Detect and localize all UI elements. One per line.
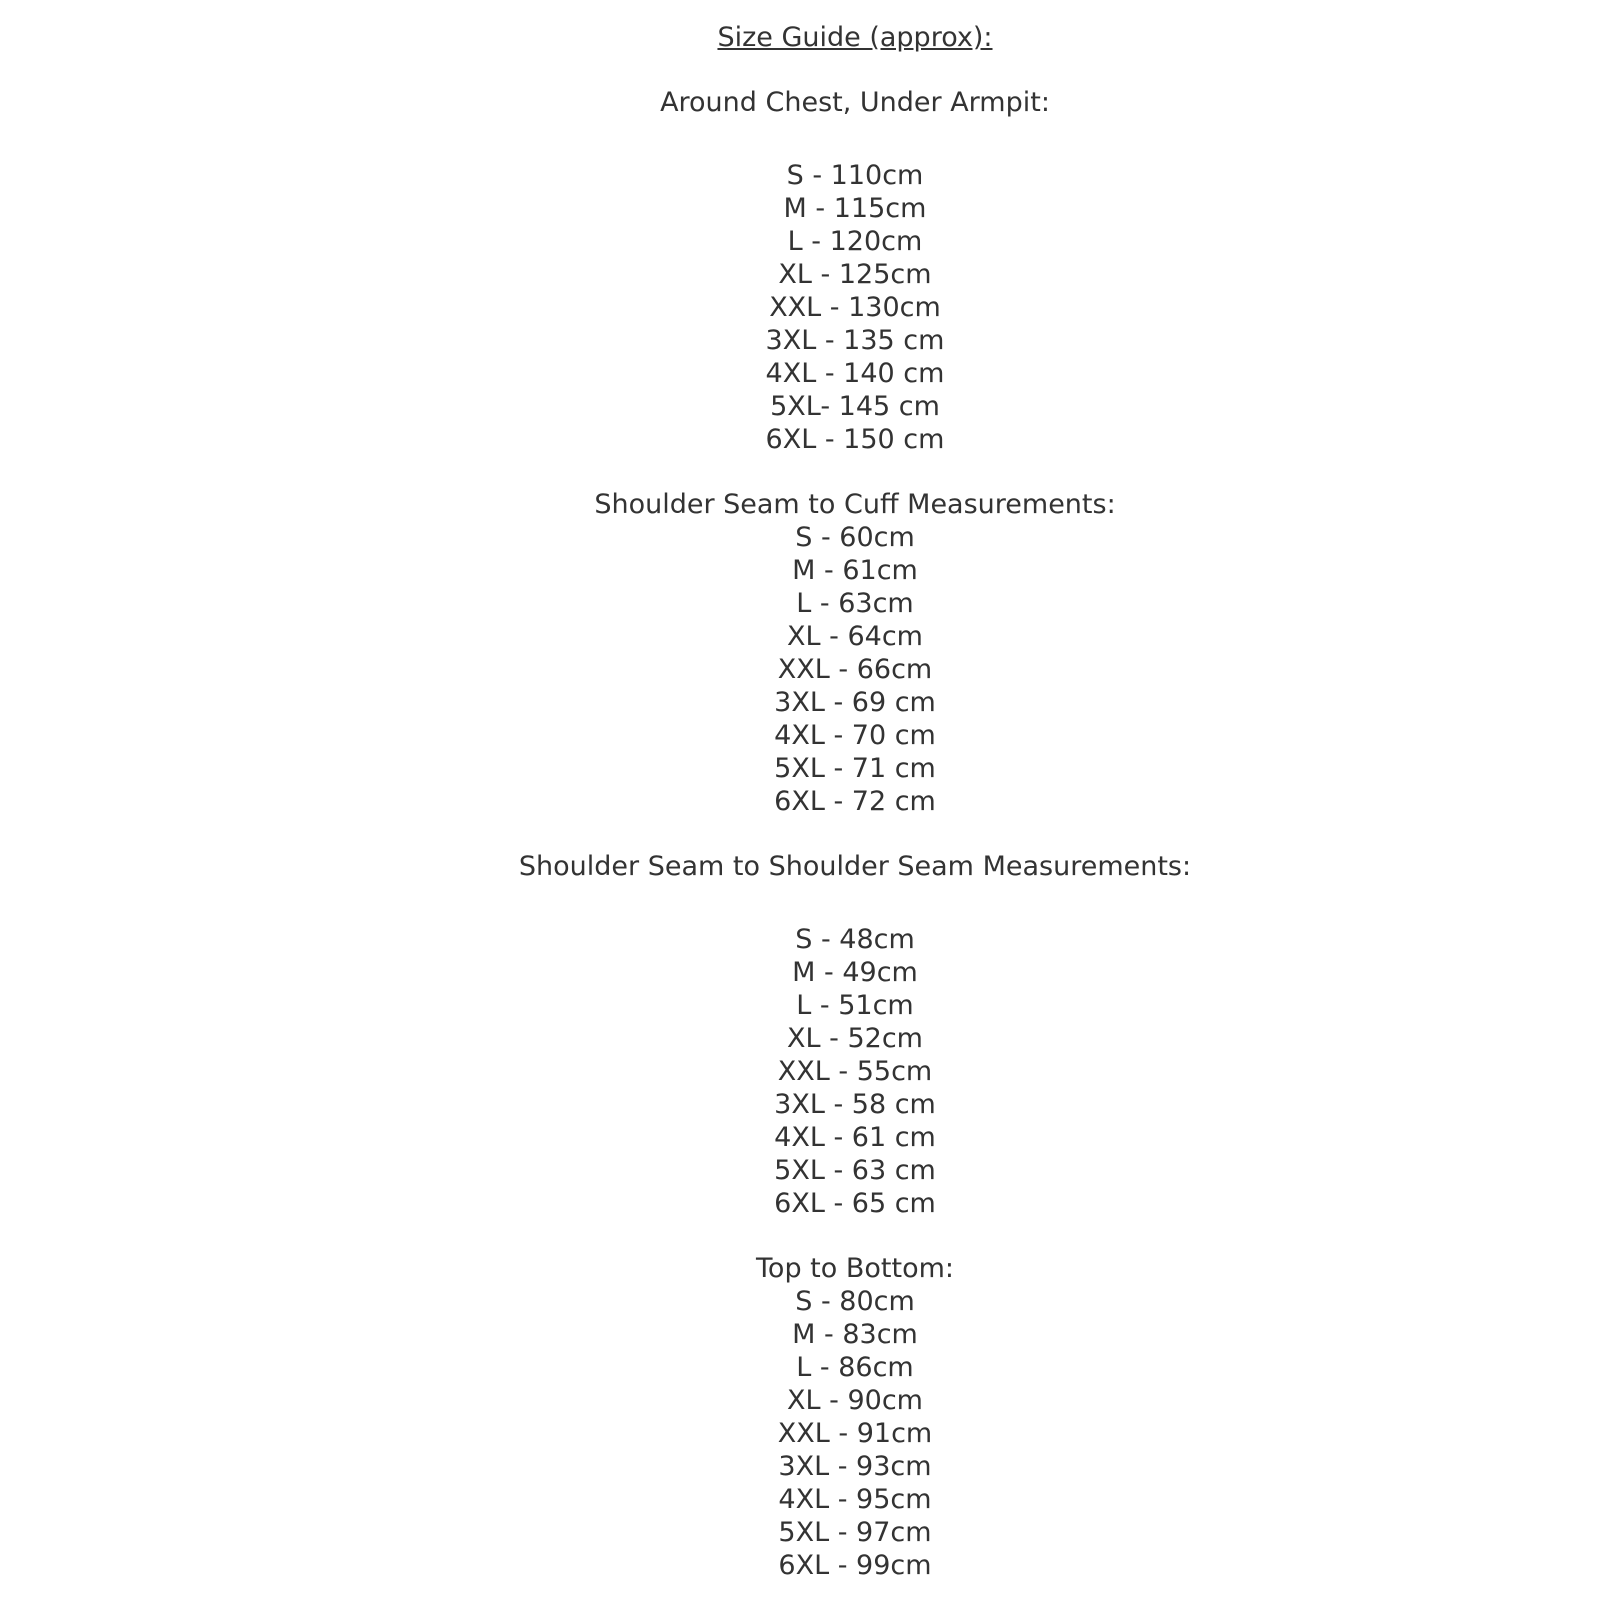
- size-section: [110, 86, 1600, 456]
- measurement-line: L - 51cm: [796, 990, 914, 1021]
- measurement-line: S - 60cm: [795, 522, 915, 553]
- section-heading: Top to Bottom:: [756, 1253, 954, 1284]
- page-title: Size Guide (approx):: [717, 22, 993, 53]
- size-section: [110, 488, 1600, 818]
- measurement-line: XXL - 91cm: [777, 1418, 933, 1449]
- measurement-line: S - 80cm: [795, 1286, 915, 1317]
- section-heading: Shoulder Seam to Cuff Measurements:: [594, 489, 1116, 520]
- measurement-line: M - 83cm: [792, 1319, 918, 1350]
- measurement-line: M - 61cm: [792, 555, 918, 586]
- measurement-line: M - 115cm: [783, 193, 927, 224]
- measurement-line: 4XL - 70 cm: [774, 720, 936, 751]
- measurement-line: 4XL - 95cm: [778, 1484, 932, 1515]
- measurement-line: XXL - 66cm: [777, 654, 933, 685]
- measurement-line: XXL - 130cm: [769, 292, 941, 323]
- measurement-line: XL - 52cm: [787, 1023, 923, 1054]
- measurement-line: L - 120cm: [787, 226, 923, 257]
- size-section: [110, 850, 1600, 1220]
- size-guide-sections: [110, 86, 1600, 1582]
- size-section: [110, 1252, 1600, 1582]
- measurement-line: 6XL - 99cm: [778, 1550, 932, 1581]
- section-heading: Around Chest, Under Armpit:: [660, 87, 1050, 118]
- measurement-line: 5XL - 97cm: [778, 1517, 932, 1548]
- measurement-line: 6XL - 65 cm: [774, 1188, 936, 1219]
- measurement-line: XL - 64cm: [787, 621, 923, 652]
- measurement-line: XL - 125cm: [778, 259, 932, 290]
- measurement-line: S - 48cm: [795, 924, 915, 955]
- measurement-line: XL - 90cm: [787, 1385, 923, 1416]
- measurement-line: 4XL - 61 cm: [774, 1122, 936, 1153]
- measurement-line: 6XL - 150 cm: [765, 424, 945, 455]
- measurement-line: 3XL - 93cm: [778, 1451, 932, 1482]
- measurement-line: 4XL - 140 cm: [765, 358, 945, 389]
- measurement-line: L - 86cm: [796, 1352, 914, 1383]
- measurement-line: L - 63cm: [796, 588, 914, 619]
- measurement-line: 5XL - 71 cm: [774, 753, 936, 784]
- measurement-line: 5XL- 145 cm: [770, 391, 940, 422]
- measurement-line: M - 49cm: [792, 957, 918, 988]
- measurement-line: S - 110cm: [786, 160, 924, 191]
- measurement-line: 6XL - 72 cm: [774, 786, 936, 817]
- measurement-line: XXL - 55cm: [777, 1056, 933, 1087]
- measurement-line: 3XL - 135 cm: [765, 325, 945, 356]
- measurement-line: 3XL - 58 cm: [774, 1089, 936, 1120]
- section-heading: Shoulder Seam to Shoulder Seam Measurements:: [518, 851, 1192, 882]
- measurement-line: 3XL - 69 cm: [774, 687, 936, 718]
- measurement-line: 5XL - 63 cm: [774, 1155, 936, 1186]
